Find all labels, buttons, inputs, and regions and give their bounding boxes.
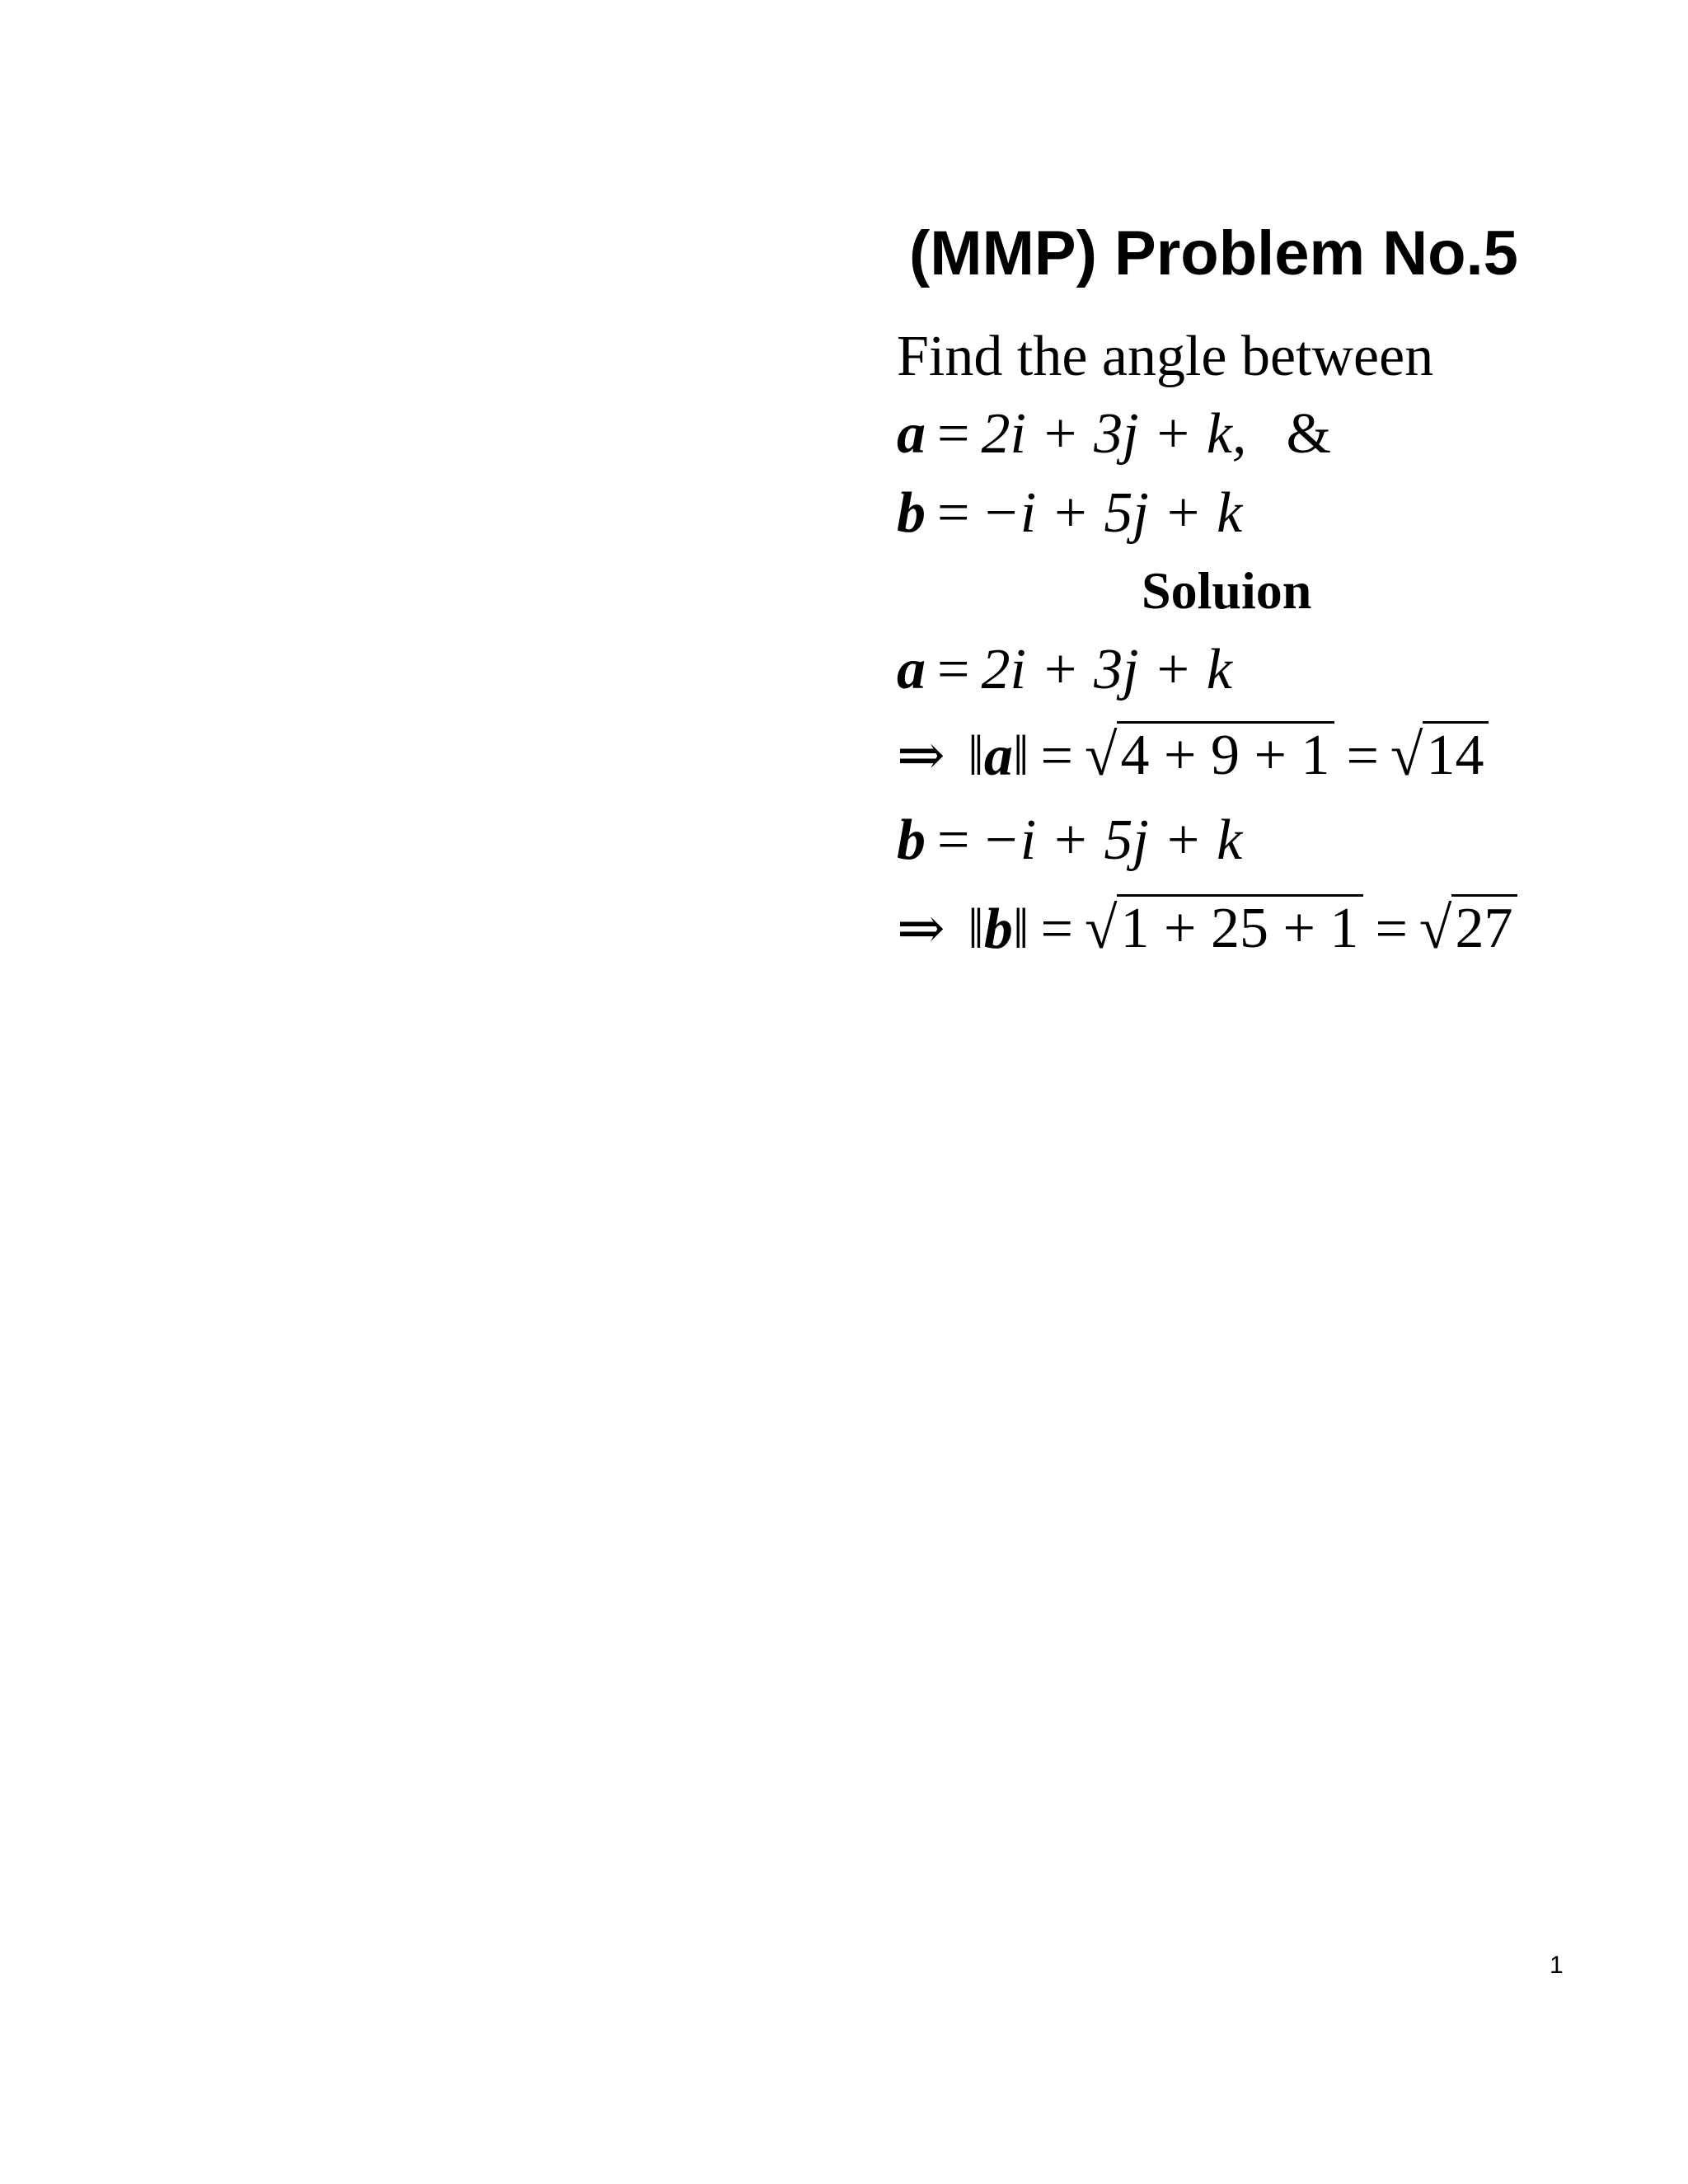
radicand-b-result: 27	[1451, 894, 1517, 958]
norm-b-line: ⇒ ‖b‖ = √ 1 + 25 + 1 = √ 27	[897, 894, 1517, 958]
radicand-a-sum: 4 + 9 + 1	[1117, 721, 1334, 785]
sqrt-b-result: √ 27	[1419, 894, 1518, 958]
solution-a-line: a = 2i + 3j + k	[897, 638, 1232, 701]
solution-heading: Soluion	[1142, 561, 1312, 620]
vector-a-expression: 2i + 3j + k,	[981, 402, 1247, 466]
radicand-b-sum: 1 + 25 + 1	[1117, 894, 1363, 958]
sqrt-a-result: √ 14	[1390, 721, 1489, 785]
vector-a-symbol: a	[897, 402, 926, 466]
vector-a-expression: 2i + 3j + k	[981, 638, 1232, 701]
vector-a-symbol: a	[897, 638, 926, 701]
sqrt-b-sum: √ 1 + 25 + 1	[1085, 894, 1363, 958]
vector-b-expression: −i + 5j + k	[981, 481, 1243, 545]
ampersand: &	[1286, 402, 1331, 466]
norm-a-vector: a	[983, 724, 1013, 788]
sqrt-a-sum: √ 4 + 9 + 1	[1085, 721, 1334, 785]
vector-b-symbol: b	[897, 808, 926, 872]
radicand-a-result: 14	[1423, 721, 1489, 785]
page-number: 1	[1550, 1952, 1564, 1979]
problem-intro: Find the angle between	[897, 325, 1434, 388]
implies-arrow: ⇒	[897, 898, 945, 961]
vector-b-expression: −i + 5j + k	[981, 808, 1243, 872]
page-title: (MMP) Problem No.5	[909, 218, 1518, 288]
norm-a-line: ⇒ ‖a‖ = √ 4 + 9 + 1 = √ 14	[897, 721, 1489, 785]
norm-b-vector: b	[983, 898, 1013, 961]
implies-arrow: ⇒	[897, 724, 945, 788]
solution-b-line: b = −i + 5j + k	[897, 808, 1243, 872]
vector-a-definition: a = 2i + 3j + k, &	[897, 402, 1331, 466]
vector-b-symbol: b	[897, 481, 926, 545]
vector-b-definition: b = −i + 5j + k	[897, 481, 1243, 545]
